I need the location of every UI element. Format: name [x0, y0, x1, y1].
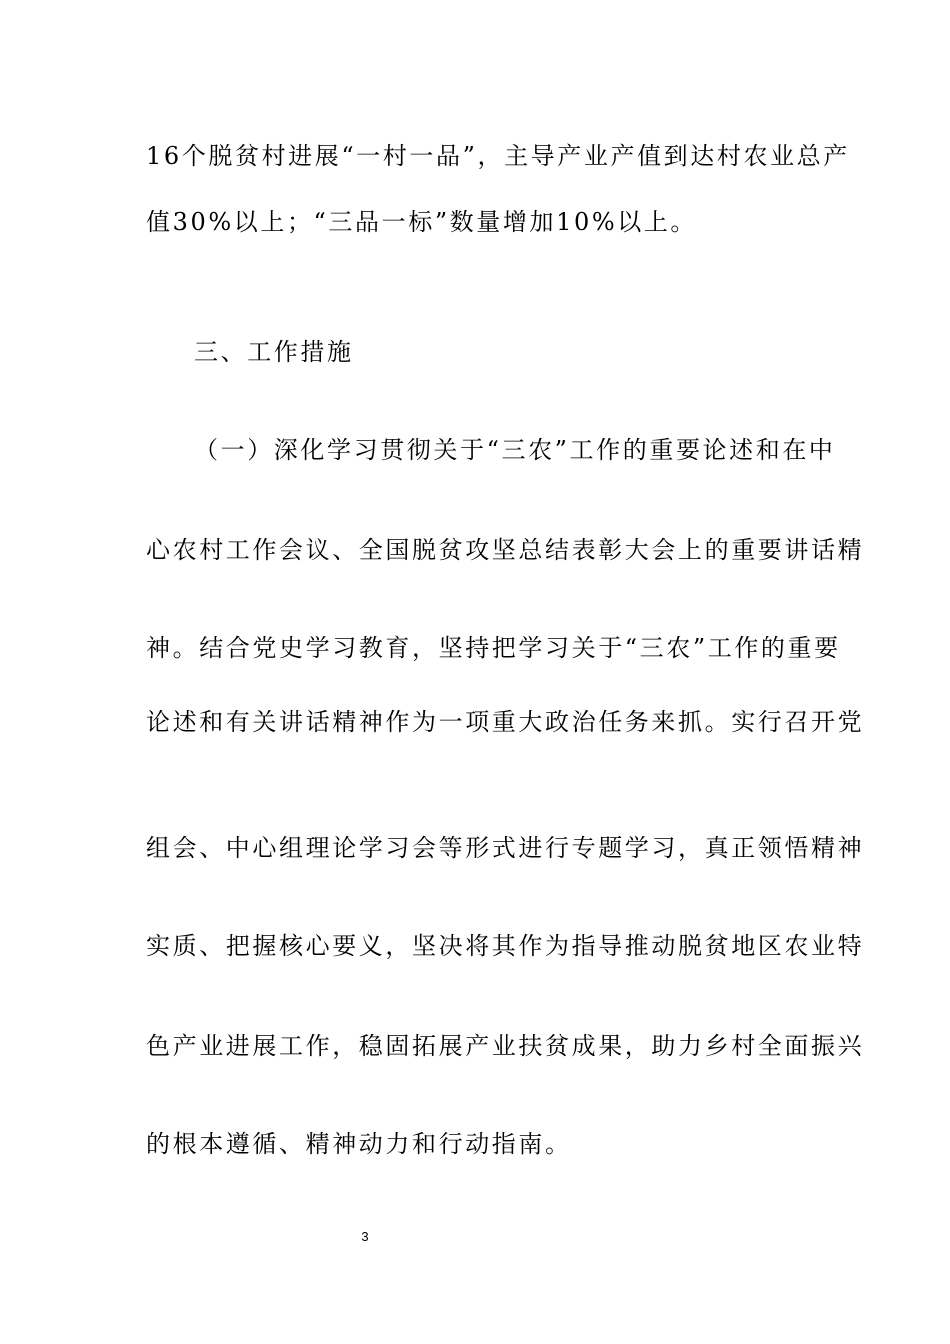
- paragraph-line: 实质、把握核心要义，坚决将其作为指导推动脱贫地区农业特: [146, 932, 865, 960]
- paragraph-line: 色产业进展工作，稳固拓展产业扶贫成果，助力乡村全面振兴: [146, 1032, 865, 1060]
- paragraph-line: 值30%以上；“三品一标”数量增加10%以上。: [146, 208, 698, 236]
- paragraph-line: 心农村工作会议、全国脱贫攻坚总结表彰大会上的重要讲话精: [146, 536, 865, 564]
- paragraph-line: 16个脱贫村进展“一村一品”，主导产业产值到达村农业总产: [146, 142, 850, 170]
- page-number: 3: [361, 1229, 369, 1244]
- paragraph-line: 神。结合党史学习教育，坚持把学习关于“三农”工作的重要: [146, 634, 841, 662]
- paragraph-line: 组会、中心组理论学习会等形式进行专题学习，真正领悟精神: [146, 834, 865, 862]
- subsection-heading: （一）深化学习贯彻关于“三农”工作的重要论述和在中: [194, 436, 836, 464]
- section-heading: 三、工作措施: [194, 338, 354, 366]
- paragraph-line: 的根本遵循、精神动力和行动指南。: [146, 1130, 572, 1158]
- paragraph-line: 论述和有关讲话精神作为一项重大政治任务来抓。实行召开党: [146, 708, 865, 736]
